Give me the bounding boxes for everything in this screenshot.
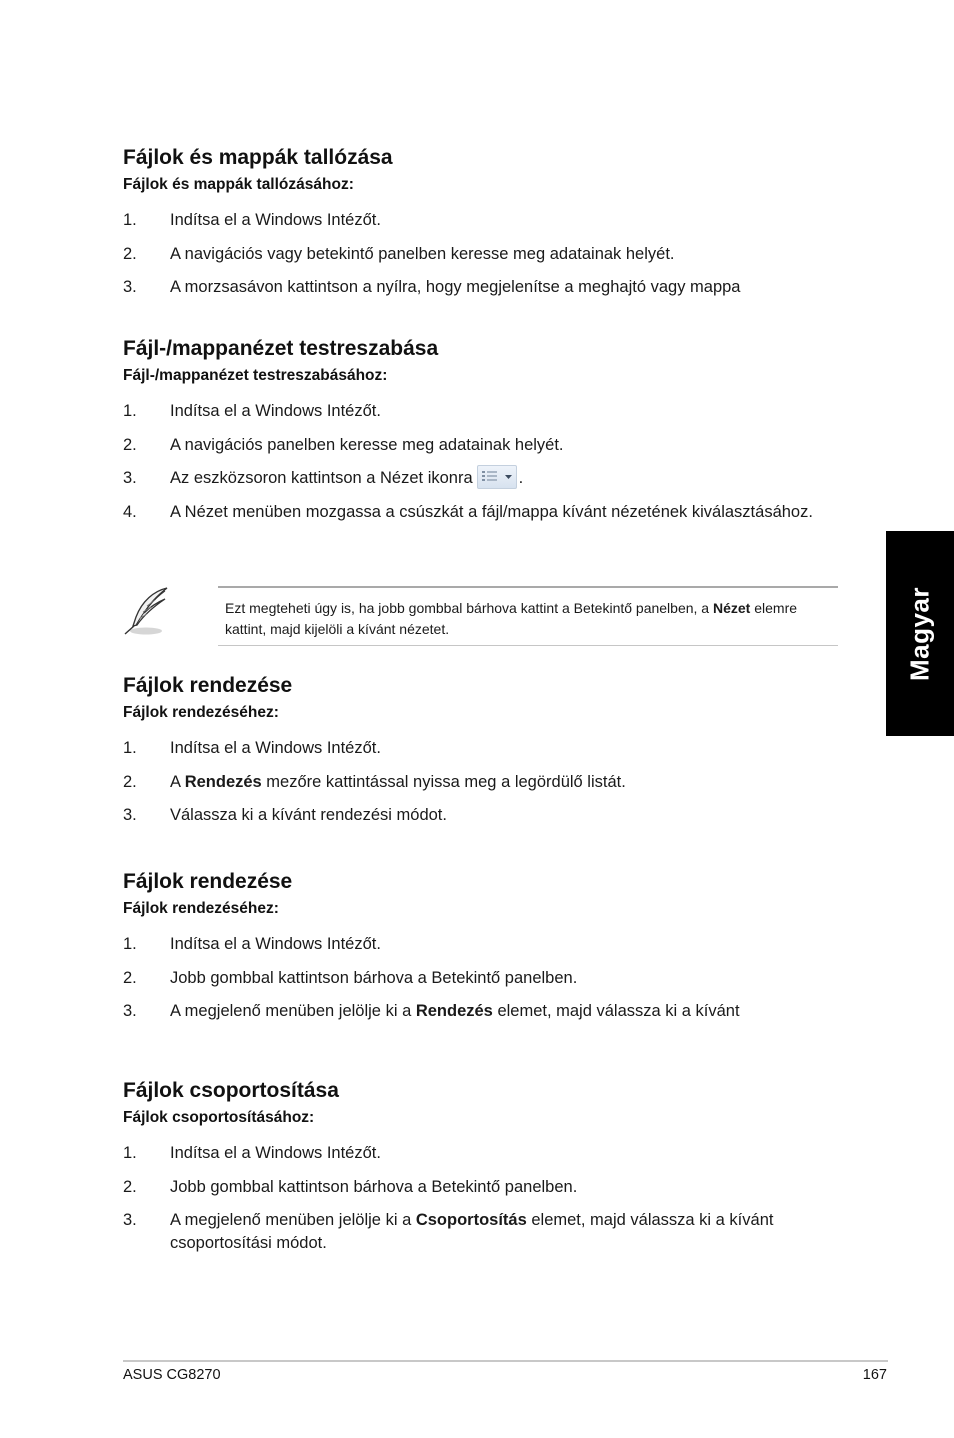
feather-pen-icon bbox=[120, 585, 176, 639]
step-list bbox=[123, 209, 843, 299]
step-item: 2. A Rendezés mezőre kattintással nyissa meg a legördülő listát. bbox=[123, 772, 626, 791]
step-item: 2. A navigációs panelben keresse meg adatainak helyét. bbox=[123, 435, 564, 454]
language-side-tab: Magyar bbox=[886, 531, 954, 736]
section-title: Fájlok és mappák tallózása bbox=[123, 146, 393, 169]
section-subtitle: Fájl-/mappanézet testreszabásához: bbox=[123, 367, 388, 384]
step-item: 3. A morzsasávon kattintson a nyílra, hogy megjelenítse a meghajtó vagy mappa bbox=[123, 278, 741, 296]
note-box bbox=[218, 586, 838, 646]
step-list bbox=[123, 933, 843, 1023]
step-item: 4. A Nézet menüben mozgassa a csúszkát a fájl/mappa kívánt nézetének kiválasztásához. bbox=[123, 502, 813, 521]
section-sort-files-2 bbox=[123, 869, 843, 1034]
step-item: 1. Indítsa el a Windows Intézőt. bbox=[123, 935, 381, 953]
step-item: 1. Indítsa el a Windows Intézőt. bbox=[123, 402, 381, 420]
section-subtitle: Fájlok rendezéséhez: bbox=[123, 900, 279, 917]
step-item: 1. Indítsa el a Windows Intézőt. bbox=[123, 211, 381, 229]
step-list bbox=[123, 400, 843, 524]
footer-rule bbox=[123, 1360, 888, 1362]
step-list bbox=[123, 1142, 843, 1255]
view-menu-icon bbox=[477, 465, 517, 489]
section-browse-files bbox=[123, 145, 843, 310]
step-item: 1. Indítsa el a Windows Intézőt. bbox=[123, 1144, 381, 1162]
section-group-files bbox=[123, 1078, 843, 1266]
step-item: 2. Jobb gombbal kattintson bárhova a Betekintő panelben. bbox=[123, 968, 578, 987]
step-item: 3. A megjelenő menüben jelölje ki a Rendezés elemet, majd válassza ki a kívánt bbox=[123, 1002, 740, 1020]
section-customize-view bbox=[123, 336, 843, 534]
footer-model: ASUS CG8270 bbox=[123, 1367, 221, 1383]
section-subtitle: Fájlok csoportosításához: bbox=[123, 1109, 315, 1126]
section-title: Fájlok rendezése bbox=[123, 674, 293, 697]
step-list bbox=[123, 737, 843, 827]
section-subtitle: Fájlok rendezéséhez: bbox=[123, 704, 279, 721]
section-sort-files bbox=[123, 673, 843, 838]
step-item: 2. Jobb gombbal kattintson bárhova a Betekintő panelben. bbox=[123, 1177, 578, 1196]
section-title: Fájlok rendezése bbox=[123, 870, 293, 893]
step-item: 1. Indítsa el a Windows Intézőt. bbox=[123, 739, 381, 757]
step-item: 3. Válassza ki a kívánt rendezési módot. bbox=[123, 806, 447, 824]
section-title: Fájlok csoportosítása bbox=[123, 1079, 339, 1102]
section-title: Fájl-/mappanézet testreszabása bbox=[123, 337, 439, 360]
note-text: Ezt megteheti úgy is, ha jobb gombbal bárhova kattint a Betekintő panelben, a Nézet elemre kattint, majd kijelöli a kívánt nézetet. bbox=[225, 600, 798, 637]
section-subtitle: Fájlok és mappák tallózásához: bbox=[123, 176, 354, 193]
step-item: 3. Az eszközsoron kattintson a Nézet ikonra . bbox=[123, 467, 843, 490]
page-number: 167 bbox=[862, 1367, 887, 1383]
step-item: 2. A navigációs vagy betekintő panelben keresse meg adatainak helyét. bbox=[123, 244, 675, 263]
step-item: 3. A megjelenő menüben jelölje ki a Csoportosítás elemet, majd válassza ki a kívánt csoportosítási módot. bbox=[123, 1211, 774, 1252]
